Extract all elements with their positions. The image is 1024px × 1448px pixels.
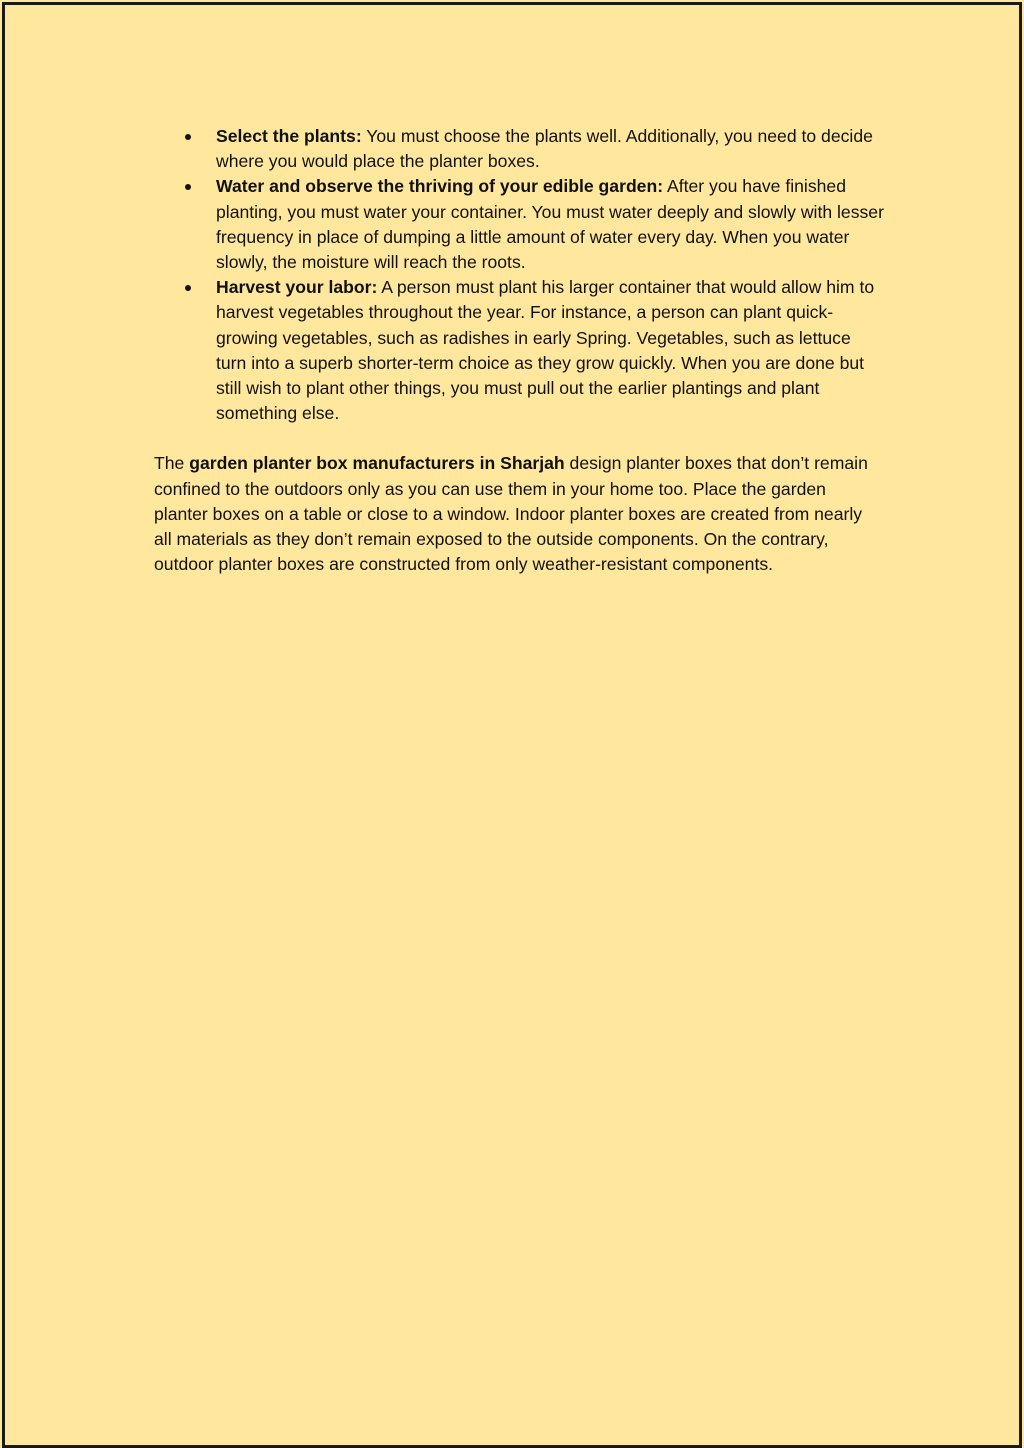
paragraph-text: design planter boxes that don’t remain confined to the outdoors only as you can use them in your home too. Place the garden planter boxes on a table or close to a window. Indoor planter boxes are created from nearly all materials as they don’t remain exposed to the outside components. On the contrary, outdoor planter boxes are constructed from only weather-resistant components. [154, 453, 868, 575]
list-item-heading: Harvest your labor: [216, 277, 378, 298]
bullet-list [154, 124, 884, 426]
list-item [154, 124, 884, 174]
list-item-text: You must choose the plants well. Additionally, you need to decide where you would place the planter boxes. [216, 126, 873, 172]
bullet-icon [185, 134, 191, 140]
paragraph-keyword: garden planter box manufacturers in Sharjah [189, 453, 565, 474]
list-item-heading: Select the plants: [216, 126, 362, 146]
paragraph-lead: The [154, 453, 190, 474]
list-item-text: A person must plant his larger container that would allow him to harvest vegetables throughout the year. For instance, a person can plant quick-growing vegetables, such as radishes in early Spring. Vegetables, such as lettuce turn into a superb shorter-term choice as they grow quickly. When you are done but still wish to plant other things, you must pull out the earlier plantings and plant something else. [216, 277, 875, 424]
list-item [154, 275, 884, 426]
list-item-heading: Water and observe the thriving of your edible garden: [216, 176, 664, 197]
list-item [154, 174, 884, 275]
list-item-text: After you have finished planting, you must water your container. You must water deeply and slowly with lesser frequency in place of dumping a little amount of water every day. When you water slowly, the moisture will reach the roots. [216, 176, 884, 273]
bullet-icon [185, 285, 191, 291]
body-paragraph [154, 451, 884, 577]
bullet-icon [185, 184, 191, 190]
document-body [154, 124, 884, 577]
